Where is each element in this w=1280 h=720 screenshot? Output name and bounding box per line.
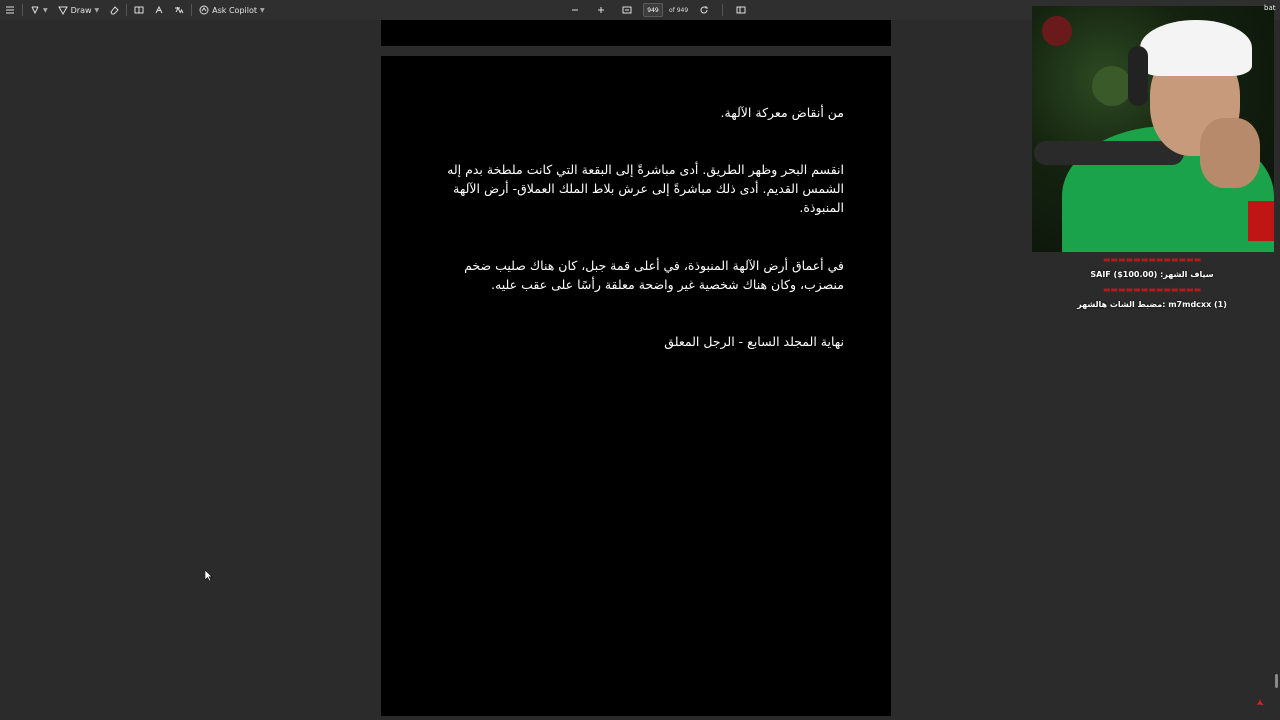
previous-page [381,20,891,46]
read-aloud-icon [154,5,164,15]
microphone [1034,141,1184,165]
pdf-app-icon[interactable] [1255,692,1265,702]
read-aloud-button[interactable] [149,0,169,20]
webcam-overlay [1032,6,1274,252]
page-navigation [565,0,751,20]
draw-button[interactable] [53,0,105,20]
fit-icon [622,5,632,15]
fit-page-button[interactable] [617,0,637,20]
contents-button[interactable] [0,0,20,20]
ask-copilot-button[interactable] [194,0,269,20]
streamer-hand [1200,118,1260,188]
highlight-button[interactable] [25,0,53,20]
paragraph-3: في أعماق أرض الآلهة المنبوذة، في أعلى قمة جبل، كان هناك صليب ضخم منصزب، وكان هناك شخصية غير واضحة معلقة رأسًا على عقب عليه. [464,258,844,292]
translate-icon [174,5,184,15]
zoom-in-icon [596,5,606,15]
page-view-icon [736,5,746,15]
mouse-cursor-icon [205,566,213,585]
streamer-cap [1140,20,1252,76]
document-page [381,56,891,716]
zoom-in-button[interactable] [591,0,611,20]
page-number-input[interactable] [643,3,663,17]
page-total: of 949 [669,6,689,14]
paragraph-1: من أنقاض معركة الآلهة. [720,105,844,120]
paragraph-2: انقسم البحر وظهر الطريق. أدى مباشرةً إلى البقعة التي كانت ملطخة بدم إله الشمس القديم. أدى ذلك مباشرةً إلى عرش بلاط الملك العملاق- أرض الآلهة المنبوذة. [447,162,844,215]
ask-copilot-label: Ask Copilot [212,5,258,15]
zoom-out-button[interactable] [565,0,585,20]
eraser-icon [109,5,119,15]
eraser-button[interactable] [104,0,124,20]
rotate-icon [699,5,709,15]
chat-line-decor: ▬▬▬▬▬▬▬▬▬▬▬▬▬ [1102,255,1202,264]
shirt-logo [1248,201,1274,241]
toolbar-divider [722,4,723,16]
toolbar-divider [22,4,23,16]
rotate-button[interactable] [694,0,714,20]
view-icon [134,5,144,15]
zoom-out-icon [570,5,580,15]
list-icon [5,5,15,15]
chevron-down-icon: ▼ [94,6,100,14]
view-button[interactable] [129,0,149,20]
chat-line: m7mdcxx (1) :مضبط الشات هالشهر [1077,300,1227,309]
scrollbar-thumb[interactable] [1275,674,1278,688]
chat-line: سياف الشهر: SAIF ($100.00) [1090,270,1214,279]
chevron-down-icon: ▼ [43,6,48,14]
toolbar-divider [126,4,127,16]
copilot-icon [199,5,209,15]
paragraph-4: نهاية المجلد السابع - الرجل المعلق [664,334,844,349]
corner-label: bat [1264,4,1276,12]
highlight-icon [30,5,40,15]
chat-line-decor: ▬▬▬▬▬▬▬▬▬▬▬▬▬ [1102,285,1202,294]
draw-label: Draw [70,5,92,15]
toolbar-divider [191,4,192,16]
stream-chat-overlay [1062,252,1242,312]
translate-button[interactable] [169,0,189,20]
page-view-button[interactable] [731,0,751,20]
draw-icon [58,5,68,15]
chevron-down-icon: ▼ [260,6,265,14]
headset [1128,46,1148,106]
